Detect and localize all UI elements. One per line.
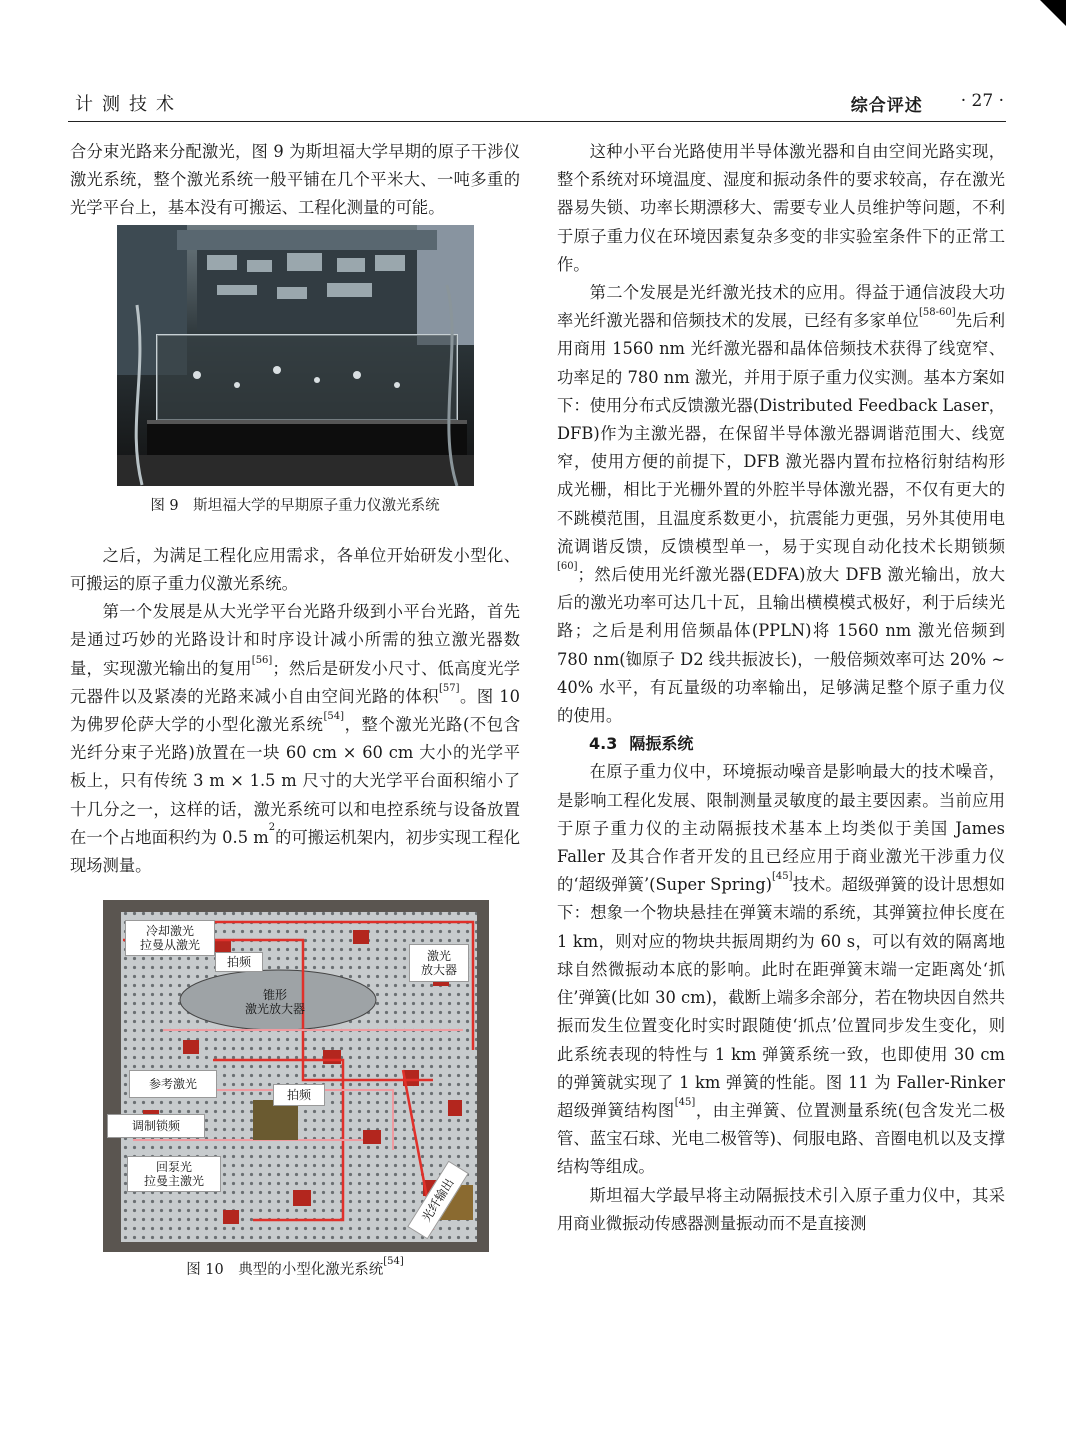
caption-text: 图 10 典型的小型化激光系统 <box>186 1262 384 1279</box>
figure-9-caption: 图 9 斯坦福大学的早期原子重力仪激光系统 <box>150 497 440 514</box>
figure-10-caption <box>70 1256 520 1284</box>
paragraph <box>557 758 1005 1181</box>
label-fiber-output: 光纤输出 <box>407 1161 469 1240</box>
page-number: · 27 · <box>960 91 1004 111</box>
text-run: ，整个激光光路(不包含光纤分束子光路)放置在一块 60 cm × 60 cm 大小的光学平板上，只有传统 3 m × 1.5 m 尺寸的大光学平台面积缩小了十几分之一，这样的话，激光系统可以和电控系统与设备放置在一个占地面积约为 0.5 m <box>70 715 520 847</box>
label-laser-amplifier: 激光 放大器 <box>409 944 469 982</box>
label-beat-2: 拍频 <box>273 1084 325 1106</box>
paragraph <box>557 279 1005 730</box>
text-run: ，由主弹簧、位置测量系统(包含发光二极管、蓝宝石球、光电二极管等)、伺服电路、音圈电机以及支撑结构等组成。 <box>557 1100 1005 1177</box>
left-column <box>70 138 520 1284</box>
paragraph: 合分束光路来分配激光，图 9 为斯坦福大学早期的原子干涉仪激光系统，整个激光系统一般平铺在几个平米大、一吨多重的光学平台上，基本没有可搬运、工程化测量的可能。 <box>70 142 520 218</box>
paragraph: 斯坦福大学最早将主动隔振技术引入原子重力仪中，其采用商业微振动传感器测量振动而不是直接测 <box>557 1185 1005 1233</box>
citation: [60] <box>557 561 578 573</box>
text-run: ；然后是研发小尺寸、低高度光学元器件以及紧凑的光路来减小自由空间光路的体积 <box>70 658 520 706</box>
label-beat-1: 拍频 <box>215 952 263 972</box>
paragraph: 这种小平台光路使用半导体激光器和自由空间光路实现，整个系统对环境温度、湿度和振动条件的要求较高，存在激光器易失锁、功率长期漂移大、需要专业人员维护等问题，不利于原子重力仪在环境因素复杂多变的非实验室条件下的正常工作。 <box>557 142 1005 274</box>
citation: [45] <box>772 871 793 883</box>
text-run: 第二个发展是光纤激光技术的应用。得益于通信波段大功率光纤激光器和倍频技术的发展，已经有多家单位 <box>557 283 1005 331</box>
text-run: 在原子重力仪中，环境振动噪音是影响最大的技术噪音，是影响工程化发展、限制测量灵敏度的最主要因素。当前应用于原子重力仪的主动隔振技术基本上均类似于美国 James Faller 及其合作者开发的且已经应用于商业激光干涉重力仪的‘超级弹簧’(Super Spring) <box>557 762 1005 895</box>
label-repump-laser: 回泵光 拉曼主激光 <box>127 1156 221 1192</box>
label-reference-laser: 参考激光 <box>129 1070 217 1098</box>
section-name: 综合评述 <box>850 96 923 116</box>
page-corner-mark <box>1040 0 1066 26</box>
text-run: 先后利用商用 1560 nm 光纤激光器和晶体倍频技术获得了线宽窄、功率足的 780 nm 激光，并用于原子重力仪实测。基本方案如下：使用分布式反馈激光器(Distributed Feedback Laser，DFB)作为主激光器，在保留半导体激光器调谐范围大、线宽窄，使用方便的前提下，DFB 激光器内置布拉格衍射结构形成光栅，相比于光栅外置的外腔半导体激光器，不仅有更大的不跳模范围，且温度系数更小，抗震能力更强，另外其使用电流调谐反馈，反馈模型单一，易于实现自动化技术长期锁频 <box>557 311 1005 556</box>
heading-title: 隔振系统 <box>629 734 694 754</box>
header-rule <box>68 121 1006 122</box>
label-modulation-lock: 调制锁频 <box>107 1114 205 1138</box>
citation: [45] <box>674 1096 696 1108</box>
text-run: ；然后使用光纤激光器(EDFA)放大 DFB 激光输出，放大后的激光功率可达几十瓦，且输出横模模式极好，利于后续光路；之后是利用倍频晶体(PPLN)将 1560 nm 激光倍频到 780 nm(铷原子 D2 线共振波长)，一般倍频效率可达 20% ~ 40% 水平，有瓦量级的功率输出，足够满足整个原子重力仪的使用。 <box>557 565 1005 726</box>
label-cooling-laser: 冷却激光 拉曼从激光 <box>125 920 215 956</box>
citation: [57] <box>439 682 460 694</box>
journal-name: 计测技术 <box>75 94 183 115</box>
paragraph: 之后，为满足工程化应用需求，各单位开始研发小型化、可搬运的原子重力仪激光系统。 <box>70 545 520 594</box>
heading-number: 4.3 <box>589 734 618 754</box>
figure-9-photo <box>117 225 474 486</box>
running-header <box>75 90 1004 116</box>
citation: [58-60] <box>918 307 956 319</box>
text-run: 。图 10 为佛罗伦萨大学的小型化激光系统 <box>70 686 520 735</box>
paragraph <box>70 598 520 880</box>
label-tapered-amplifier: 锥形 激光放大器 <box>244 988 305 1017</box>
citation: [54] <box>323 711 345 723</box>
text-run: 第一个发展是从大光学平台光路升级到小平台光路，首先是通过巧妙的光路设计和时序设计减小所需的独立激光器数量，实现激光输出的复用 <box>70 602 520 678</box>
figure-10-photo <box>103 900 489 1252</box>
superscript: 2 <box>268 821 276 833</box>
citation: [54] <box>383 1256 404 1268</box>
right-column <box>557 138 1005 1238</box>
section-heading <box>557 730 1005 758</box>
citation: [56] <box>251 654 273 666</box>
text-run: 的可搬运机架内，初步实现工程化现场测量。 <box>70 827 520 876</box>
text-run: 技术。超级弹簧的设计思想如下：想象一个物块悬挂在弹簧末端的系统，其弹簧拉伸长度在 1 km，则对应的物块共振周期约为 60 s，可以有效的隔离地球自然微振动本底的影响。此时在距弹簧末端一定距离处‘抓住’弹簧(比如 30 cm)，截断上端多余部分，若在物块因自然共振而发生位置变化时实时跟随使‘抓点’位置同步发生变化，则此系统表现的特性与 1 km 弹簧系统一致，也即使用 30 cm 的弹簧就实现了 1 km 弹簧的性能。图 11 为 Faller-Rinker 超级弹簧结构图 <box>557 875 1005 1120</box>
